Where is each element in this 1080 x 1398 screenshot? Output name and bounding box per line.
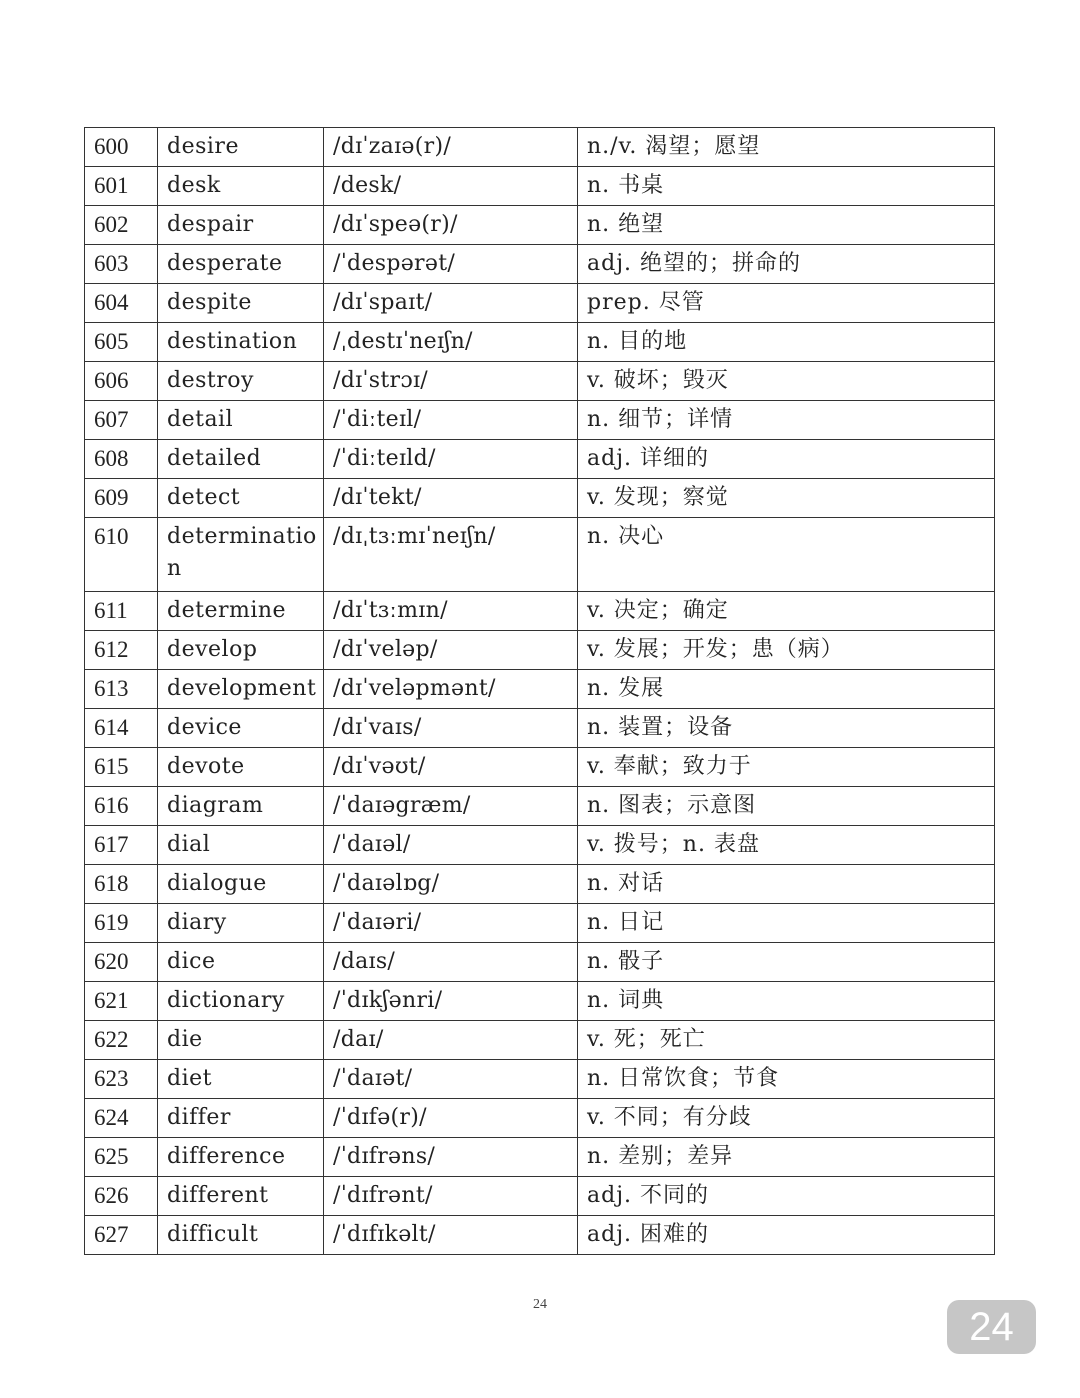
entry-word: despite [158, 284, 324, 323]
table-row [85, 826, 995, 865]
entry-number: 601 [85, 167, 158, 206]
table-row [85, 1021, 995, 1060]
entry-meaning: v. 奉献；致力于 [578, 748, 995, 787]
entry-number: 620 [85, 943, 158, 982]
entry-word: desire [158, 128, 324, 167]
vocabulary-table [84, 127, 995, 1255]
entry-phonetic: /daɪ/ [324, 1021, 578, 1060]
table-row [85, 284, 995, 323]
entry-meaning: n. 日记 [578, 904, 995, 943]
entry-number: 609 [85, 479, 158, 518]
table-row [85, 1060, 995, 1099]
entry-number: 622 [85, 1021, 158, 1060]
table-row [85, 479, 995, 518]
table-row [85, 245, 995, 284]
entry-word: different [158, 1177, 324, 1216]
table-row [85, 748, 995, 787]
entry-phonetic: /ˈdaɪəgræm/ [324, 787, 578, 826]
entry-phonetic: /ˈdaɪəlɒg/ [324, 865, 578, 904]
entry-number: 614 [85, 709, 158, 748]
entry-meaning: n. 词典 [578, 982, 995, 1021]
entry-phonetic: /dɪˈvaɪs/ [324, 709, 578, 748]
entry-phonetic: /ˈdespərət/ [324, 245, 578, 284]
entry-word: dialogue [158, 865, 324, 904]
entry-meaning: n. 绝望 [578, 206, 995, 245]
entry-word: determine [158, 592, 324, 631]
table-row [85, 709, 995, 748]
table-row [85, 592, 995, 631]
table-row [85, 904, 995, 943]
entry-word: development [158, 670, 324, 709]
entry-word: dictionary [158, 982, 324, 1021]
entry-meaning: adj. 详细的 [578, 440, 995, 479]
entry-word: desk [158, 167, 324, 206]
table-row [85, 1099, 995, 1138]
entry-phonetic: /ˈdaɪəl/ [324, 826, 578, 865]
entry-meaning: v. 发现；察觉 [578, 479, 995, 518]
entry-meaning: n. 对话 [578, 865, 995, 904]
entry-word: detect [158, 479, 324, 518]
entry-meaning: prep. 尽管 [578, 284, 995, 323]
entry-phonetic: /dɪˈspaɪt/ [324, 284, 578, 323]
table-row [85, 440, 995, 479]
entry-number: 615 [85, 748, 158, 787]
entry-phonetic: /dɪˈtekt/ [324, 479, 578, 518]
table-row [85, 206, 995, 245]
entry-word: develop [158, 631, 324, 670]
entry-phonetic: /ˌdestɪˈneɪʃn/ [324, 323, 578, 362]
entry-meaning: n. 发展 [578, 670, 995, 709]
entry-phonetic: /dɪˈveləp/ [324, 631, 578, 670]
entry-phonetic: /dɪˈstrɔɪ/ [324, 362, 578, 401]
entry-phonetic: /ˈdiːteɪl/ [324, 401, 578, 440]
entry-phonetic: /dɪˈzaɪə(r)/ [324, 128, 578, 167]
entry-number: 610 [85, 518, 158, 592]
table-row [85, 1177, 995, 1216]
entry-meaning: n. 骰子 [578, 943, 995, 982]
entry-number: 627 [85, 1216, 158, 1255]
entry-phonetic: /dɪˌtɜːmɪˈneɪʃn/ [324, 518, 578, 592]
entry-word: devote [158, 748, 324, 787]
table-row [85, 670, 995, 709]
entry-number: 623 [85, 1060, 158, 1099]
vocabulary-table-body [85, 128, 995, 1255]
entry-word: dice [158, 943, 324, 982]
entry-meaning: v. 不同；有分歧 [578, 1099, 995, 1138]
table-row [85, 323, 995, 362]
entry-number: 619 [85, 904, 158, 943]
entry-word: differ [158, 1099, 324, 1138]
table-row [85, 943, 995, 982]
entry-word: destination [158, 323, 324, 362]
entry-word: determination [158, 518, 324, 592]
entry-number: 607 [85, 401, 158, 440]
entry-number: 605 [85, 323, 158, 362]
entry-number: 603 [85, 245, 158, 284]
table-row [85, 1216, 995, 1255]
entry-phonetic: /dɪˈtɜːmɪn/ [324, 592, 578, 631]
table-row [85, 167, 995, 206]
entry-number: 617 [85, 826, 158, 865]
entry-word: dial [158, 826, 324, 865]
entry-phonetic: /ˈdɪfə(r)/ [324, 1099, 578, 1138]
entry-word: device [158, 709, 324, 748]
entry-phonetic: /daɪs/ [324, 943, 578, 982]
entry-word: detail [158, 401, 324, 440]
entry-meaning: v. 决定；确定 [578, 592, 995, 631]
entry-meaning: v. 死；死亡 [578, 1021, 995, 1060]
table-row [85, 787, 995, 826]
table-row [85, 128, 995, 167]
table-row [85, 982, 995, 1021]
entry-meaning: n. 差别；差异 [578, 1138, 995, 1177]
table-row [85, 631, 995, 670]
entry-word: diagram [158, 787, 324, 826]
entry-phonetic: /dɪˈvəʊt/ [324, 748, 578, 787]
entry-phonetic: /dɪˈveləpmənt/ [324, 670, 578, 709]
entry-meaning: n. 日常饮食；节食 [578, 1060, 995, 1099]
entry-phonetic: /dɪˈspeə(r)/ [324, 206, 578, 245]
entry-meaning: adj. 困难的 [578, 1216, 995, 1255]
entry-word: detailed [158, 440, 324, 479]
entry-meaning: adj. 不同的 [578, 1177, 995, 1216]
entry-number: 604 [85, 284, 158, 323]
page-indicator-badge: 24 [947, 1300, 1036, 1354]
entry-word: despair [158, 206, 324, 245]
entry-word: difficult [158, 1216, 324, 1255]
entry-phonetic: /ˈdaɪət/ [324, 1060, 578, 1099]
entry-phonetic: /ˈdɪkʃənri/ [324, 982, 578, 1021]
entry-word: die [158, 1021, 324, 1060]
entry-phonetic: /ˈdɪfrəns/ [324, 1138, 578, 1177]
entry-word: diet [158, 1060, 324, 1099]
entry-number: 626 [85, 1177, 158, 1216]
entry-number: 611 [85, 592, 158, 631]
entry-meaning: n. 决心 [578, 518, 995, 592]
entry-word: diary [158, 904, 324, 943]
entry-word: difference [158, 1138, 324, 1177]
entry-meaning: v. 发展；开发；患（病） [578, 631, 995, 670]
table-row [85, 401, 995, 440]
entry-meaning: adj. 绝望的；拼命的 [578, 245, 995, 284]
entry-meaning: n. 细节；详情 [578, 401, 995, 440]
table-row [85, 362, 995, 401]
entry-meaning: v. 破坏；毁灭 [578, 362, 995, 401]
entry-meaning: n. 书桌 [578, 167, 995, 206]
entry-number: 600 [85, 128, 158, 167]
entry-phonetic: /desk/ [324, 167, 578, 206]
entry-word: destroy [158, 362, 324, 401]
entry-meaning: n. 图表；示意图 [578, 787, 995, 826]
entry-phonetic: /ˈdɪfɪkəlt/ [324, 1216, 578, 1255]
entry-phonetic: /ˈdiːteɪld/ [324, 440, 578, 479]
entry-number: 621 [85, 982, 158, 1021]
entry-meaning: n. 装置；设备 [578, 709, 995, 748]
entry-number: 618 [85, 865, 158, 904]
entry-phonetic: /ˈdaɪəri/ [324, 904, 578, 943]
entry-number: 606 [85, 362, 158, 401]
page-number: 24 [533, 1297, 547, 1312]
entry-number: 625 [85, 1138, 158, 1177]
entry-meaning: v. 拨号；n. 表盘 [578, 826, 995, 865]
entry-number: 608 [85, 440, 158, 479]
entry-number: 624 [85, 1099, 158, 1138]
entry-number: 602 [85, 206, 158, 245]
entry-word: desperate [158, 245, 324, 284]
entry-meaning: n./v. 渴望；愿望 [578, 128, 995, 167]
table-row [85, 865, 995, 904]
entry-number: 613 [85, 670, 158, 709]
entry-meaning: n. 目的地 [578, 323, 995, 362]
table-row [85, 1138, 995, 1177]
table-row [85, 518, 995, 592]
entry-number: 612 [85, 631, 158, 670]
entry-phonetic: /ˈdɪfrənt/ [324, 1177, 578, 1216]
entry-number: 616 [85, 787, 158, 826]
